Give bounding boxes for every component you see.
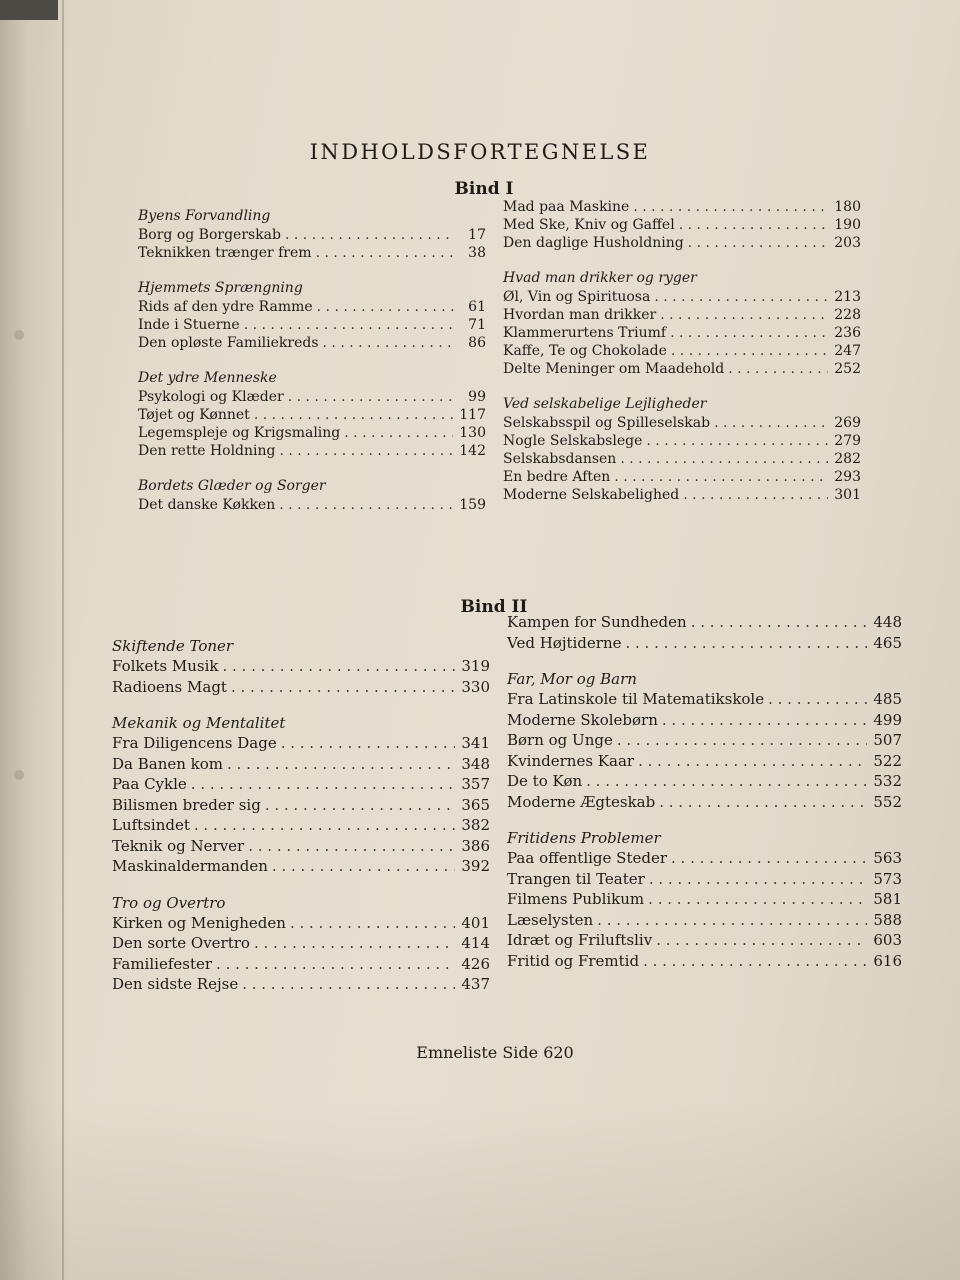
entry-page-number: 581: [873, 890, 902, 908]
toc-entry: [138, 226, 486, 244]
toc-entry: [138, 406, 486, 424]
entry-title: Mad paa Maskine: [503, 199, 630, 215]
entry-title: Radioens Magt: [112, 677, 227, 696]
dot-leader: [683, 486, 828, 504]
entry-page-number: 365: [461, 795, 490, 814]
dot-leader: [316, 244, 454, 262]
entry-page-number: 437: [461, 975, 490, 993]
entry-title: Kaffe, Te og Chokolade: [503, 343, 667, 359]
entry-page-number: 86: [468, 335, 486, 351]
dot-leader: [317, 298, 454, 316]
dot-leader: [191, 774, 456, 795]
toc-entry: [507, 930, 902, 951]
section-title: Hvad man drikker og ryger: [503, 270, 697, 286]
section-title: Det ydre Menneske: [138, 370, 277, 386]
entry-title: Moderne Ægteskab: [507, 792, 656, 811]
dot-leader: [279, 496, 453, 514]
dot-leader: [248, 836, 455, 857]
dot-leader: [617, 730, 868, 751]
toc-entry: [507, 751, 902, 772]
dot-leader: [671, 342, 828, 360]
entry-page-number: 392: [461, 857, 490, 875]
entry-page-number: 357: [461, 775, 490, 793]
toc-entry: [503, 450, 861, 468]
entry-title: Luftsindet: [112, 816, 190, 834]
toc-entry: [503, 234, 861, 252]
toc-entry: [507, 889, 902, 910]
dot-leader: [648, 889, 867, 910]
entry-page-number: 301: [834, 487, 861, 503]
dot-leader: [620, 450, 828, 468]
bind-1-heading: Bind I: [454, 179, 514, 199]
toc-entry: [138, 496, 486, 514]
bind-2-left-column: [112, 622, 490, 995]
dot-leader: [285, 226, 454, 244]
entry-page-number: 228: [834, 307, 861, 323]
entry-page-number: 573: [873, 869, 902, 888]
dot-leader: [633, 198, 828, 216]
toc-entry: [507, 848, 902, 869]
entry-title: Ved Højtiderne: [507, 633, 622, 652]
entry-page-number: 616: [873, 951, 902, 970]
toc-entry: [503, 306, 861, 324]
toc-entry: [503, 198, 861, 216]
toc-entry: [138, 298, 486, 316]
toc-entry: [138, 334, 486, 352]
page-shade: [0, 1100, 960, 1280]
toc-entry: [112, 836, 490, 857]
entry-page-number: 99: [468, 389, 486, 405]
section-title: Ved selskabelige Lejligheder: [503, 396, 707, 412]
dot-leader: [768, 689, 867, 710]
entry-title: Psykologi og Klæder: [138, 389, 284, 405]
toc-section: [138, 368, 486, 460]
entry-page-number: 203: [834, 235, 861, 251]
dot-leader: [643, 951, 867, 972]
dot-leader: [656, 930, 867, 951]
toc-entry: [112, 733, 490, 754]
dot-leader: [281, 733, 456, 754]
dot-leader: [728, 360, 828, 378]
entry-page-number: 269: [834, 415, 861, 431]
section-title: Hjemmets Sprængning: [138, 280, 303, 296]
entry-page-number: 507: [873, 731, 902, 749]
entry-page-number: 348: [461, 754, 490, 773]
entry-title: Filmens Publikum: [507, 890, 645, 908]
entry-title: Nogle Selskabslege: [503, 433, 643, 449]
entry-page-number: 282: [834, 451, 861, 467]
entry-page-number: 159: [459, 497, 486, 513]
book-gutter: [0, 0, 70, 1280]
dot-leader: [227, 754, 455, 775]
entry-page-number: 117: [459, 407, 486, 423]
dot-leader: [288, 388, 454, 406]
dot-leader: [688, 234, 829, 252]
entry-title: Den sorte Overtro: [112, 934, 250, 952]
toc-entry: [112, 754, 490, 775]
entry-page-number: 448: [873, 613, 902, 631]
dot-leader: [625, 633, 867, 654]
toc-section: [138, 206, 486, 262]
entry-title: Folkets Musik: [112, 657, 219, 675]
bind-1-right-column: [503, 198, 861, 504]
toc-entry: [112, 656, 490, 677]
entry-title: Familiefester: [112, 954, 213, 973]
toc-entry: [507, 951, 902, 972]
toc-entry: [112, 954, 490, 975]
toc-section: [503, 394, 861, 504]
toc-entry: [503, 432, 861, 450]
entry-title: En bedre Aften: [503, 469, 611, 485]
toc-entry: [138, 442, 486, 460]
dot-leader: [654, 288, 828, 306]
dot-leader: [216, 954, 455, 975]
bind-2-right-column: [507, 612, 902, 971]
entry-title: Læselysten: [507, 910, 594, 929]
page-corner-shadow: [0, 0, 58, 20]
entry-title: Paa Cykle: [112, 775, 187, 793]
dot-leader: [662, 710, 867, 731]
dot-leader: [638, 751, 867, 772]
entry-title: Børn og Unge: [507, 731, 613, 749]
entry-page-number: 180: [834, 199, 861, 215]
toc-entry: [507, 612, 902, 633]
toc-entry: [503, 486, 861, 504]
dot-leader: [670, 324, 828, 342]
entry-page-number: 341: [461, 734, 490, 752]
entry-title: Paa offentlige Steder: [507, 849, 667, 867]
entry-page-number: 71: [468, 317, 486, 333]
dot-leader: [244, 316, 454, 334]
dot-leader: [272, 856, 455, 877]
entry-page-number: 414: [461, 934, 490, 952]
dot-leader: [265, 795, 456, 816]
entry-page-number: 61: [468, 299, 486, 315]
toc-entry: [503, 468, 861, 486]
section-title: Byens Forvandling: [138, 208, 271, 224]
entry-page-number: 588: [873, 910, 902, 929]
toc-section: [507, 612, 902, 653]
toc-entry: [112, 774, 490, 795]
toc-entry: [507, 689, 902, 710]
subject-index-reference: Emneliste Side 620: [416, 1043, 574, 1062]
entry-title: Klammerurtens Triumf: [503, 325, 667, 341]
toc-section: [112, 713, 490, 877]
dot-leader: [231, 677, 455, 698]
entry-title: Selskabsspil og Spilleselskab: [503, 415, 711, 431]
entry-page-number: 279: [834, 433, 861, 449]
toc-entry: [138, 316, 486, 334]
toc-entry: [112, 933, 490, 954]
bind-1-left-column: [138, 206, 486, 514]
entry-title: Idræt og Friluftsliv: [507, 931, 653, 949]
toc-section: [138, 278, 486, 352]
toc-entry: [112, 856, 490, 877]
entry-title: Den opløste Familiekreds: [138, 335, 319, 351]
entry-page-number: 236: [834, 325, 861, 341]
dot-leader: [597, 910, 867, 931]
entry-page-number: 499: [873, 710, 902, 729]
dot-leader: [691, 612, 868, 633]
dot-leader: [254, 933, 455, 954]
toc-entry: [507, 771, 902, 792]
entry-page-number: 485: [873, 690, 902, 708]
entry-title: Kampen for Sundheden: [507, 613, 687, 631]
binding-hole: [14, 770, 24, 780]
toc-entry: [507, 792, 902, 813]
entry-title: Legemspleje og Krigsmaling: [138, 425, 341, 441]
bind-2-heading: Bind II: [460, 597, 528, 617]
toc-entry: [503, 414, 861, 432]
section-title: Mekanik og Mentalitet: [112, 714, 286, 732]
toc-entry: [112, 974, 490, 995]
entry-title: Kvindernes Kaar: [507, 751, 635, 770]
entry-page-number: 563: [873, 849, 902, 867]
section-title: Bordets Glæder og Sorger: [138, 478, 326, 494]
dot-leader: [714, 414, 828, 432]
entry-title: Den sidste Rejse: [112, 975, 239, 993]
section-title: Fritidens Problemer: [507, 829, 661, 847]
toc-entry: [503, 324, 861, 342]
toc-entry: [507, 730, 902, 751]
binding-hole: [14, 330, 24, 340]
entry-page-number: 319: [461, 657, 490, 675]
dot-leader: [660, 306, 828, 324]
toc-entry: [112, 913, 490, 934]
entry-title: Den daglige Husholdning: [503, 235, 684, 251]
toc-entry: [138, 424, 486, 442]
entry-page-number: 401: [461, 913, 490, 932]
toc-entry: [503, 360, 861, 378]
dot-leader: [659, 792, 867, 813]
toc-section: [112, 893, 490, 995]
toc-section: [503, 198, 861, 252]
dot-leader: [290, 913, 455, 934]
entry-title: Fra Diligencens Dage: [112, 734, 277, 752]
section-title: Far, Mor og Barn: [507, 670, 637, 688]
entry-page-number: 465: [873, 633, 902, 652]
entry-title: Inde i Stuerne: [138, 317, 240, 333]
toc-entry: [138, 244, 486, 262]
toc-section: [112, 636, 490, 697]
toc-section: [138, 476, 486, 514]
toc-entry: [112, 677, 490, 698]
entry-title: Teknikken trænger frem: [138, 245, 312, 261]
entry-page-number: 190: [834, 217, 861, 233]
dot-leader: [344, 424, 453, 442]
page-title: INDHOLDSFORTEGNELSE: [309, 140, 651, 164]
entry-title: Tøjet og Kønnet: [138, 407, 250, 423]
dot-leader: [679, 216, 829, 234]
toc-entry: [112, 815, 490, 836]
entry-page-number: 247: [834, 343, 861, 359]
entry-title: Fra Latinskole til Matematikskole: [507, 690, 765, 708]
toc-entry: [507, 869, 902, 890]
entry-title: Øl, Vin og Spirituosa: [503, 289, 651, 305]
entry-page-number: 522: [873, 751, 902, 770]
dot-leader: [586, 771, 867, 792]
entry-title: Delte Meninger om Maadehold: [503, 361, 725, 377]
toc-entry: [507, 910, 902, 931]
entry-title: Da Banen kom: [112, 754, 224, 773]
entry-page-number: 17: [468, 227, 486, 243]
entry-page-number: 532: [873, 772, 902, 790]
entry-page-number: 552: [873, 792, 902, 811]
entry-title: Hvordan man drikker: [503, 307, 657, 323]
toc-entry: [112, 795, 490, 816]
entry-title: Bilismen breder sig: [112, 795, 261, 814]
entry-title: Moderne Skolebørn: [507, 710, 658, 729]
toc-section: [507, 669, 902, 812]
entry-title: Maskinaldermanden: [112, 857, 268, 875]
entry-page-number: 382: [461, 816, 490, 834]
entry-title: Fritid og Fremtid: [507, 951, 640, 970]
entry-title: Den rette Holdning: [138, 443, 276, 459]
dot-leader: [671, 848, 867, 869]
entry-title: Borg og Borgerskab: [138, 227, 281, 243]
entry-page-number: 330: [461, 677, 490, 696]
toc-entry: [138, 388, 486, 406]
toc-entry: [503, 288, 861, 306]
dot-leader: [614, 468, 828, 486]
entry-page-number: 386: [461, 836, 490, 855]
section-title: Skiftende Toner: [112, 637, 234, 655]
dot-leader: [646, 432, 828, 450]
page-fold-line: [62, 0, 64, 1280]
entry-title: Det danske Køkken: [138, 497, 276, 513]
toc-entry: [503, 342, 861, 360]
entry-title: Moderne Selskabelighed: [503, 487, 680, 503]
entry-title: Trangen til Teater: [507, 869, 645, 888]
dot-leader: [323, 334, 454, 352]
entry-title: Med Ske, Kniv og Gaffel: [503, 217, 675, 233]
toc-section: [507, 828, 902, 971]
dot-leader: [649, 869, 868, 890]
entry-page-number: 293: [834, 469, 861, 485]
entry-title: De to Køn: [507, 772, 583, 790]
toc-entry: [507, 710, 902, 731]
dot-leader: [254, 406, 453, 424]
entry-page-number: 603: [873, 931, 902, 949]
toc-entry: [503, 216, 861, 234]
entry-title: Kirken og Menigheden: [112, 913, 286, 932]
entry-page-number: 142: [459, 443, 486, 459]
toc-section: [503, 268, 861, 378]
entry-page-number: 130: [459, 425, 486, 441]
entry-title: Selskabsdansen: [503, 451, 617, 467]
entry-title: Teknik og Nerver: [112, 836, 245, 855]
dot-leader: [242, 974, 455, 995]
toc-entry: [507, 633, 902, 654]
dot-leader: [280, 442, 454, 460]
section-title: Tro og Overtro: [112, 893, 226, 912]
entry-title: Rids af den ydre Ramme: [138, 299, 313, 315]
entry-page-number: 252: [834, 361, 861, 377]
entry-page-number: 38: [468, 245, 486, 261]
dot-leader: [222, 656, 455, 677]
dot-leader: [194, 815, 455, 836]
entry-page-number: 426: [461, 954, 490, 973]
entry-page-number: 213: [834, 289, 861, 305]
